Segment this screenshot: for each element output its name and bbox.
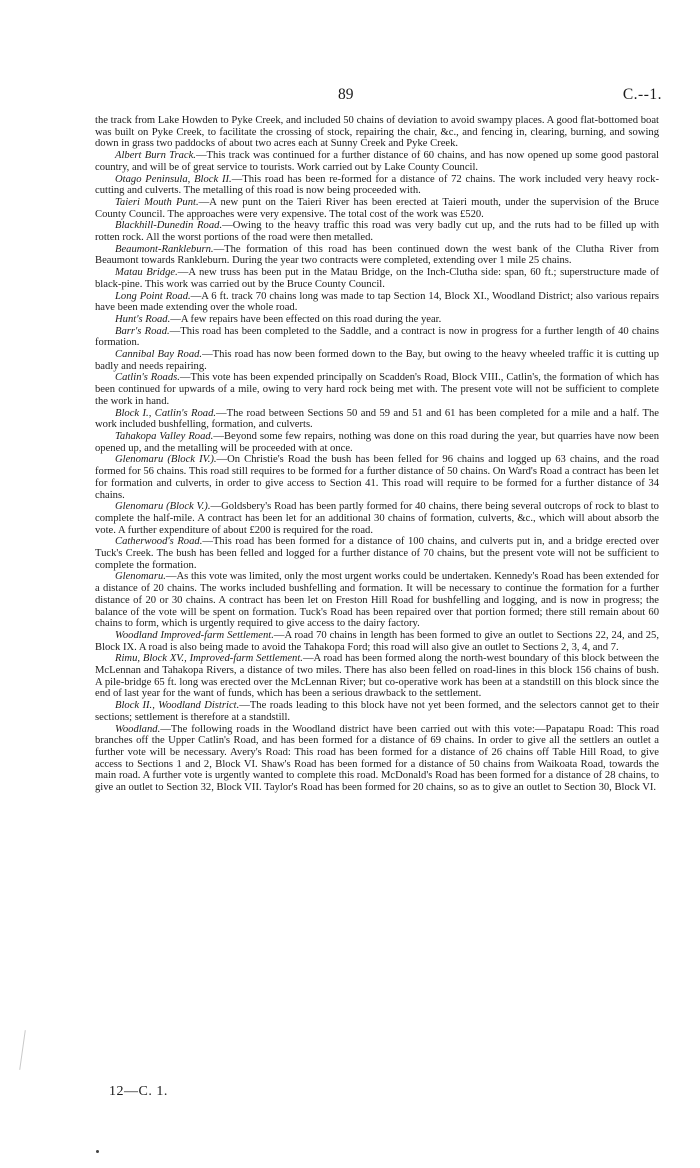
paragraph-heading: Block I., Catlin's Road. [115,407,217,419]
paragraph-text: —A few repairs have been effected on this road during the year. [170,313,442,325]
report-paragraph [95,454,659,501]
paragraph-heading: Taieri Mouth Punt. [115,196,199,208]
paragraph-text: —Beyond some few repairs, nothing was done on this road during the year, but quarries have now been opened up, and the metalling will be proceeded with at once. [95,430,660,454]
paragraph-text: —This road has now been formed down to the Bay, but owing to the heavy wheeled traffic it is cutting up badly and needs repairing. [95,349,659,372]
paragraph-text: —The following roads in the Woodland district have been carried out with this vote:—Papatapu Road: This road branches off the Upper Catlin's Road, and has been formed for a distance of 69 chains. In order to give all the settlers an outlet a further vote will be necessary. Avery's Road: This road has been formed for a distance of 26 chains off Table Hill Road, to give access to Sections 1 and 2, Block VI. Shaw's Road has been formed for a distance of 50 chains from Waikoata Road, towards the main road. A further vote is urgently wanted to complete this road. McDonald's Road has been formed for a distance of 28 chains, to give an outlet to Section 32, Block VII. Taylor's Road has been formed for 20 chains, so as to give an outlet to Section 30, Block VI. [95,723,659,794]
paragraph-text: —This road has been completed to the Saddle, and a contract is now in progress for a further length of 40 chains formation. [95,325,659,349]
paragraph-heading: Glenomaru (Block IV.). [115,454,217,466]
paragraph-text: —A road has been formed along the north-west boundary of this block between the McLennan and Tahakopa Rivers, a distance of two miles. There has also been felled on road-lines in this block 156 chains of bush. A pile-bridge 65 ft. long was erected over the McLennan River; but co-operative work has been at a standstill on this block since the end of last year for the want of funds, which has been a serious drawback to the settlement. [95,653,660,700]
report-paragraph [95,571,659,630]
report-body [95,115,659,794]
report-paragraph [95,431,659,454]
paragraph-heading: Otago Peninsula, Block II. [115,173,232,185]
report-paragraph [95,349,659,372]
paragraph-heading: Woodland. [115,723,161,735]
report-paragraph [95,630,659,653]
report-paragraph [95,220,659,243]
report-paragraph [95,536,659,571]
paragraph-text: —The roads leading to this block have not yet been formed, and the selectors cannot get to their sections; settlement is therefore at a standstill. [95,700,659,723]
report-paragraph [95,700,659,723]
paragraph-heading: Glenomaru. [115,571,166,583]
paragraph-heading: Cannibal Bay Road. [115,349,203,361]
paragraph-text: —A 6 ft. track 70 chains long was made to tap Section 14, Block XI., Woodland District; also various repairs have been made extending over the whole road. [95,290,659,314]
paragraph-heading: Woodland Improved-farm Settlement. [115,629,274,641]
page-header [0,86,700,106]
report-paragraph [95,267,659,290]
sheet-signature: 12—C. 1. [109,1084,168,1099]
paragraph-text: —This road has been formed for a distance of 100 chains, and culverts put in, and a bridge erected over Tuck's Creek. The bush has been felled and logged for a further distance of 70 chains, but the present vote will not be sufficient to complete the formation. [95,536,659,571]
intro-paragraph: the track from Lake Howden to Pyke Creek, and included 50 chains of deviation to avoid swampy places. A good flat-bottomed boat was built on Pyke Creek, to facilitate the crossing of stock, repairing the chair, &c., and fencing in, clearing, burning, and sowing down in grass two paddocks of about two acres each at Sunny Creek and Pyke Creek. [95,115,659,150]
report-paragraph [95,653,659,700]
page-number: 89 [338,86,354,103]
paragraph-text: —A road 70 chains in length has been formed to give an outlet to Sections 22, 24, and 25, Block IX. A road is also being made to avoid the Tahakopa Ford; this road will also give an outlet to Sections 2, 3, 4, and 7. [95,629,660,653]
report-paragraph [95,314,659,326]
report-paragraph [95,372,659,407]
paragraph-text: —A new punt on the Taieri River has been erected at Taieri mouth, under the supervision of the Bruce County Council. The approaches were very expensive. The total cost of the work was £520. [95,196,659,220]
paragraph-text: —This road has been re-formed for a distance of 72 chains. The work included very heavy rock-cutting and culverts. The metalling of this road is now being proceeded with. [95,173,659,197]
paragraph-text: —The road between Sections 50 and 59 and 51 and 61 has been completed for a mile and a half. The work included bushfelling, formation, and culverts. [95,407,659,431]
paragraph-heading: Tahakopa Valley Road. [115,430,214,442]
paragraph-text: —A new truss has been put in the Matau Bridge, on the Inch-Clutha side: span, 60 ft.; superstructure made of black-pine. This work was carried out by the Bruce County Council. [95,267,659,290]
paragraph-heading: Hunt's Road. [115,313,171,325]
report-paragraph [95,291,659,314]
paragraph-text: —Owing to the heavy traffic this road was very badly cut up, and the ruts had to be filled up with rotten rock. All the worst portions of the road were then metalled. [95,220,660,244]
paragraph-heading: Glenomaru (Block V.). [115,501,211,513]
paragraph-text: —The formation of this road has been continued down the west bank of the Clutha River from Beaumont towards Rankleburn. During the year two contracts were completed, extending over 1 mile 25 chains. [95,243,659,267]
report-paragraph [95,174,659,197]
report-paragraph [95,408,659,431]
report-paragraph [95,326,659,349]
paragraph-heading: Block II., Woodland District. [115,700,240,712]
paragraph-text: —This vote has been expended principally on Scadden's Road, Block VIII., Catlin's, the formation of which has been continued for upwards of a mile, owing to very hard rock being met with. The present vote will not be sufficient to complete the work in hand. [95,372,659,407]
report-paragraph [95,150,659,173]
paragraph-text: —Goldsbery's Road has been partly formed for 40 chains, there being several outcrops of rock to blast to complete the half-mile. A contract has been let for an additional 30 chains of formation, culverts, &c., which will about absorb the vote. A further expenditure of about £200 is required for the road. [95,501,659,536]
report-paragraph [95,197,659,220]
paragraph-heading: Catherwood's Road. [115,536,203,548]
document-code: C.--1. [622,86,662,103]
paragraph-heading: Barr's Road. [115,325,170,337]
paragraph-heading: Beaumont-Rankleburn. [115,243,214,255]
report-paragraph [95,724,659,794]
report-paragraph [95,244,659,267]
paragraph-heading: Catlin's Roads. [115,372,180,384]
paragraph-heading: Blackhill-Dunedin Road. [115,220,223,232]
paragraph-text: —This track was continued for a further distance of 60 chains, and has now opened up some good pastoral country, and will be of great service to tourists. Work carried out by Lake County Council. [95,150,659,173]
paragraph-heading: Albert Burn Track. [115,150,196,162]
paragraph-text: —On Christie's Road the bush has been felled for 96 chains and logged up 63 chains, and the road formed for 56 chains. This road still requires to be formed for a further distance of 50 chains. On Ward's Road a contract has been let for formation and culverts, in order to give access to Section 41. This road will require to be formed for a further distance of 34 chains. [95,454,659,501]
paragraph-heading: Rimu, Block XV., Improved-farm Settlement. [115,653,303,665]
report-paragraph [95,501,659,536]
paragraph-text: —As this vote was limited, only the most urgent works could be undertaken. Kennedy's Road has been extended for a distance of 20 chains. The works included bushfelling and formation. It will be necessary to continue the formation for a further distance of 20 or 30 chains. A contract has been let on Freston Hill Road for bushfelling and logging, and is now in progress; the balance of the vote will be spent on formation. Tuck's Road has been repaired over that portion formed; there still remain about 60 chains to form, which is urgently required to give access to the dairy factory. [95,571,659,630]
paragraph-heading: Matau Bridge. [115,267,178,279]
margin-mark [19,1030,26,1070]
paragraph-list [95,150,659,794]
stray-dot [96,1150,99,1153]
paragraph-heading: Long Point Road. [115,290,191,302]
